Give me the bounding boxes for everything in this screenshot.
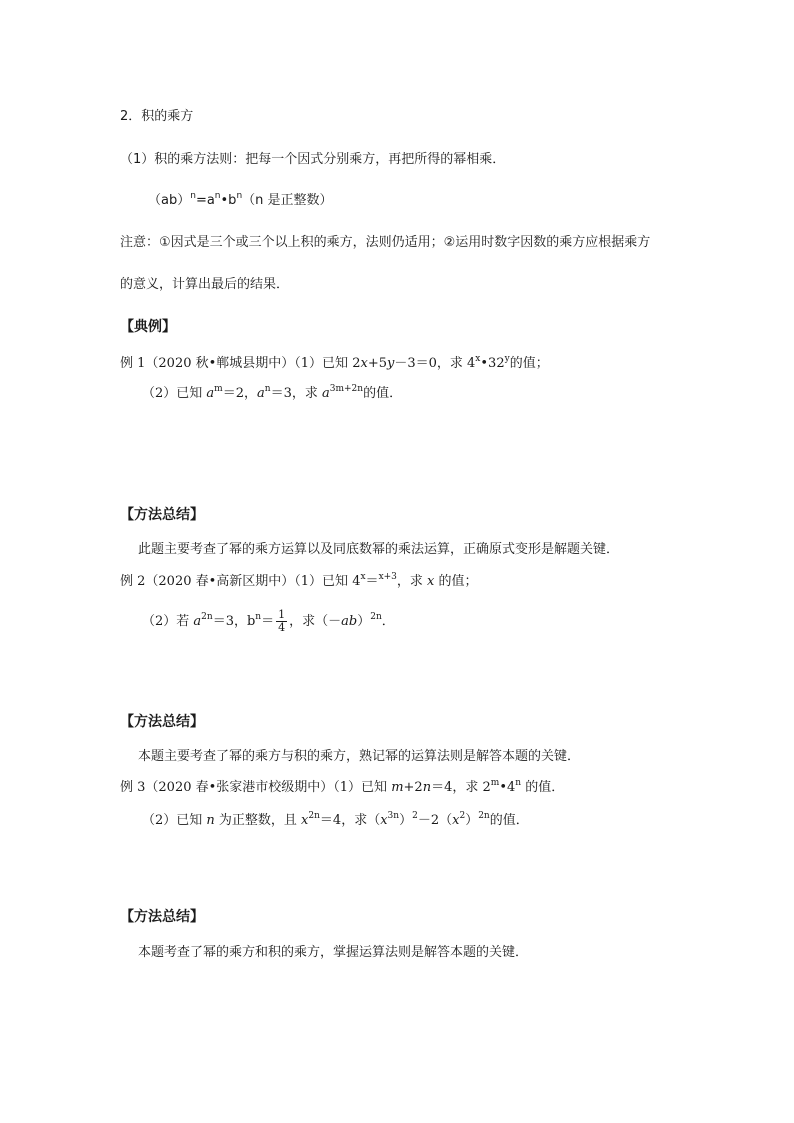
ex1-var-x: x (360, 356, 368, 371)
ex2-exp-x: x (360, 571, 366, 582)
note-line-1: 注意：①因式是三个或三个以上积的乘方，法则仍适用；②运用时数字因数的乘方应根据乘方 (120, 235, 651, 250)
ex3-var-n: n (422, 780, 432, 795)
ex3-eq4: ＝4，求 2 (431, 780, 491, 795)
ex3-exp-x2: 2 (459, 810, 466, 821)
ex2-ask: ，求（－ (289, 614, 342, 629)
example-3-part-1 (120, 779, 564, 797)
example-1-part-1 (120, 355, 549, 373)
ex3-plus2: +2 (403, 780, 423, 795)
ex2-exp-n: n (255, 611, 262, 622)
ex2-eq-b: ＝ (261, 614, 275, 629)
ex3-exp-3n: 3n (387, 810, 400, 821)
method-summary-2-text: 本题主要考查了幂的乘方与积的乘方，熟记幂的运算法则是解答本题的关键． (138, 749, 581, 764)
ex3-mid: 为正整数，且 (214, 813, 302, 828)
ex2-exp-result: 2n (370, 611, 382, 622)
ex3-var-m: m (391, 780, 404, 795)
ex1-suffix: 的值； (509, 356, 549, 371)
ex3-dot4: •4 (499, 780, 516, 795)
ex1-exp-y: y (504, 353, 510, 364)
ex2-p2-prefix: （2）若 (142, 614, 194, 629)
formula-lhs: （ab） (148, 193, 191, 208)
ex3-prefix: 例 3（2020 春•张家港市校级期中）（1）已知 (120, 780, 392, 795)
method-summary-2-label: 【方法总结】 (120, 714, 204, 730)
ex2-var-x: x (427, 574, 435, 589)
formula-exp-2: n (214, 190, 221, 201)
formula-note: （n 是正整数） (242, 193, 333, 208)
ex1-eq2: ＝2， (222, 386, 257, 401)
example-1-part-2 (142, 385, 402, 403)
ex2-dot: ． (381, 614, 395, 629)
ex2-close: ） (357, 614, 371, 629)
ex2-var-a: a (193, 614, 202, 629)
ex1-exp-n: n (264, 383, 271, 394)
method-summary-1-label: 【方法总结】 (120, 507, 204, 523)
ex3-exp-2: 2 (412, 810, 418, 821)
typical-example-label: 【典例】 (120, 319, 176, 335)
ex2-var-ab: ab (341, 614, 358, 629)
ex3-close1: ） (399, 813, 413, 828)
ex1-prefix: 例 1（2020 秋•郸城县期中）（1）已知 2 (120, 356, 361, 371)
ex1-exp-3m2n: 3m+2n (329, 383, 364, 394)
ex2-end: 的值； (434, 574, 478, 589)
ex1-p2-prefix: （2）已知 (142, 386, 207, 401)
ex3-p2-prefix: （2）已知 (142, 813, 207, 828)
ex2-mid: ，求 (396, 574, 428, 589)
ex2-prefix: 例 2（2020 春•高新区期中）（1）已知 4 (120, 574, 361, 589)
method-summary-3-text: 本题考查了幂的乘方和积的乘方，掌握运算法则是解答本题的关键． (138, 945, 529, 960)
ex1-exp-x: x (475, 353, 481, 364)
ex2-exp-x3: x+3 (378, 571, 397, 582)
ex1-eq3: ＝3，求 (270, 386, 322, 401)
ex3-endq: 的值． (489, 813, 529, 828)
ex1-exp-m: m (214, 383, 223, 394)
ex3-var-x1: x (301, 813, 309, 828)
note-line-2: 的意义，计算出最后的结果． (120, 277, 290, 292)
ex3-end: 的值． (521, 780, 565, 795)
formula-dot: •b (220, 193, 237, 208)
ex2-eq: ＝ (365, 574, 379, 589)
method-summary-1-text: 此题主要考查了幂的乘方运算以及同底数幂的乘法运算，正确原式变形是解题关键． (138, 542, 620, 557)
ex3-var-x3: x (452, 813, 460, 828)
ex2-eq3: ＝3，b (212, 614, 256, 629)
fraction-denominator: 4 (278, 621, 286, 634)
rule-text: （1）积的乘方法则：把每一个因式分别乘方，再把所得的幂相乘． (120, 152, 506, 167)
ex3-close2: ） (465, 813, 479, 828)
formula (148, 192, 333, 210)
formula-exp-1: n (190, 190, 196, 201)
ex3-minus: －2（ (417, 813, 453, 828)
ex3-var-x2: x (380, 813, 388, 828)
ex1-var-y: y (386, 356, 395, 371)
section-heading: 2．积的乘方 (120, 109, 194, 124)
ex1-var-a3: a (321, 386, 330, 401)
method-summary-3-label: 【方法总结】 (120, 909, 204, 925)
ex1-var-a1: a (206, 386, 215, 401)
ex2-exp-2n: 2n (201, 611, 213, 622)
ex3-exp-n: n (515, 777, 522, 788)
formula-exp-3: n (236, 190, 243, 201)
ex1-plus5: +5 (367, 356, 387, 371)
ex3-exp-2n-outer: 2n (478, 810, 490, 821)
example-2-part-2 (142, 609, 395, 634)
ex3-eq4b: ＝4，求（ (319, 813, 381, 828)
ex1-var-a2: a (257, 386, 265, 401)
ex1-minus3: －3＝0，求 4 (394, 356, 476, 371)
ex1-end: 的值． (363, 386, 403, 401)
ex3-exp-m: m (490, 777, 500, 788)
ex1-dot32: •32 (480, 356, 505, 371)
example-2-part-1 (120, 573, 478, 591)
formula-eq: =a (195, 193, 215, 208)
ex3-exp-2n: 2n (308, 810, 320, 821)
fraction-numerator: 1 (278, 608, 286, 621)
ex3-var-n2: n (206, 813, 215, 828)
fraction-one-quarter (276, 609, 287, 634)
example-3-part-2 (142, 812, 529, 830)
